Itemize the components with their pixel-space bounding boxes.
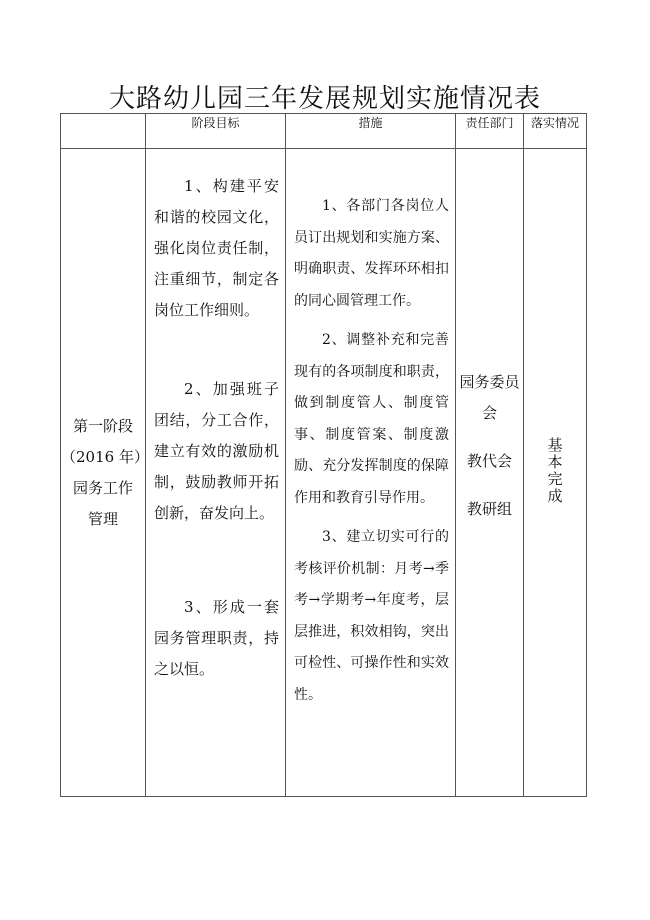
header-status: 落实情况 [524,114,587,149]
measure-item: 1、各部门各岗位人员订出规划和实施方案、明确职责、发挥环环相扣的同心圆管理工作。 [294,198,449,309]
measures-cell [286,149,456,797]
stage-cell [61,149,149,797]
measure-item: 3、建立切实可行的考核评价机制：月考→季考→学期考→年度考，层层推进，积效相钩，突出可检性、可操作性和实效性。 [294,529,449,703]
status-cell [524,149,587,797]
status-text: 基本完成 [545,436,564,505]
header-goals: 阶段目标 [146,114,286,149]
table-row [61,149,587,797]
header-measures: 措施 [286,114,456,149]
stage-line: 园务工作 [72,478,133,497]
measure-item: 2、调整补充和完善现有的各项制度和职责，做到制度管人、制度管事、制度管案、制度激励、充分发挥制度的保障作用和教育引导作用。 [294,332,449,506]
page-title: 大路幼儿园三年发展规划实施情况表 [108,84,541,114]
dept-item: 园务委员会 [459,373,520,422]
header-stage [61,114,146,149]
header-row [61,114,587,149]
dept-item: 教代会 [466,452,512,470]
header-dept: 责任部门 [456,114,524,149]
goal-item: 3、形成一套园务管理职责，持之以恒。 [154,598,279,678]
stage-line: （2016 年） [61,447,149,466]
goals-cell [146,149,286,797]
stage-line: 管理 [87,509,118,528]
dept-cell [456,149,524,797]
plan-table [60,113,587,797]
goal-item: 1、构建平安和谐的校园文化，强化岗位责任制，注重细节，制定各岗位工作细则。 [154,177,279,319]
goal-item: 2、加强班子团结，分工合作，建立有效的激励机制，鼓励教师开拓创新，奋发向上。 [154,380,279,522]
stage-line: 第一阶段 [72,416,133,435]
dept-item: 教研组 [466,500,512,518]
